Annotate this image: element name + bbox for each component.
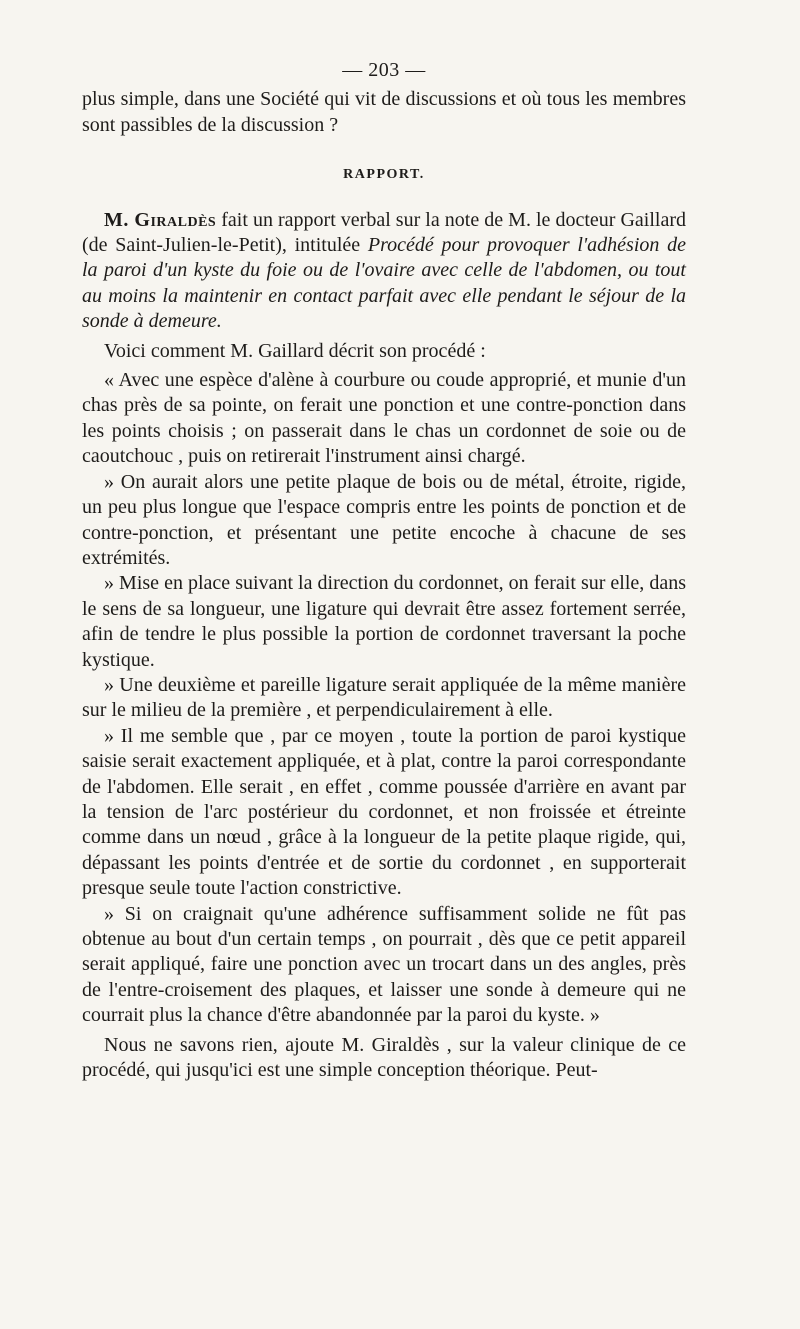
body-paragraph-3: » On aurait alors une petite plaque de bois ou de métal, étroite, rigide, un peu plus longue que l'espace compris entre les points de ponction et de contre-ponction, et présentant une petite encoche à chacune de ses extrémités. <box>82 470 686 569</box>
intro-paragraph: plus simple, dans une Société qui vit de discussions et où tous les membres sont passibles de la discussion ? <box>82 88 686 136</box>
body-paragraph-5: » Une deuxième et pareille ligature serait appliquée de la même manière sur le milieu de la première , et perpendiculairement à elle. <box>82 673 686 722</box>
speaker-name: M. Giraldès <box>104 208 217 231</box>
body-paragraph-6: » Il me semble que , par ce moyen , toute la portion de paroi kystique saisie serait exactement appliquée, et à plat, contre la paroi correspondante de l'abdomen. Elle serait , en effet , comme poussée d'arrière en avant par la tension de l'arc postérieur du cordonnet, et non froissée et étreinte comme dans un nœud , grâce à la longueur de la petite plaque rigide, qui, dépassant les points d'entrée et de sortie du cordonnet , en supporterait presque seule toute l'action constrictive. <box>82 724 686 900</box>
report-paragraph <box>82 208 686 335</box>
section-heading: RAPPORT. <box>343 167 425 183</box>
report-intro-text: fait un rapport verbal sur la note de M. le docteur Gaillard (de Saint-Julien-le-Petit), intitulée <box>82 208 686 257</box>
body-paragraph-2: « Avec une espèce d'alène à courbure ou coude approprié, et munie d'un chas près de sa pointe, on ferait une ponction et une contre-ponction dans les points choisis ; on passerait dans le chas un cordonnet de soie ou de caoutchouc , puis on retirerait l'instrument ainsi chargé. <box>82 369 686 468</box>
body-paragraph-7: » Si on craignait qu'une adhérence suffisamment solide ne fût pas obtenue au bout d'un certain temps , on pourrait , dès que ce petit appareil serait appliqué, faire une ponction avec un trocart dans un des angles, près de l'entre-croisement des plaques, et laisser une sonde à demeure qui ne courrait plus la chance d'être abandonnée par la paroi du kyste. » <box>82 902 686 1027</box>
note-title: Procédé pour provoquer l'adhésion de la paroi d'un kyste du foie ou de l'ovaire avec celle de l'abdomen, ou tout au moins la maintenir en contact parfait avec elle pendant le séjour de la sonde à demeure. <box>82 234 686 333</box>
body-paragraph-1: Voici comment M. Gaillard décrit son procédé : <box>104 339 486 362</box>
body-paragraph-4: » Mise en place suivant la direction du cordonnet, on ferait sur elle, dans le sens de sa longueur, une ligature qui devrait être assez fortement serrée, afin de tendre le plus possible la portion de cordonnet traversant la poche kystique. <box>82 572 686 671</box>
page-number: — 203 — <box>342 59 426 81</box>
body-paragraph-8: Nous ne savons rien, ajoute M. Giraldès , sur la valeur clinique de ce procédé, qui jusqu'ici est une simple conception théorique. Peut- <box>82 1033 686 1082</box>
document-page <box>82 58 686 1083</box>
